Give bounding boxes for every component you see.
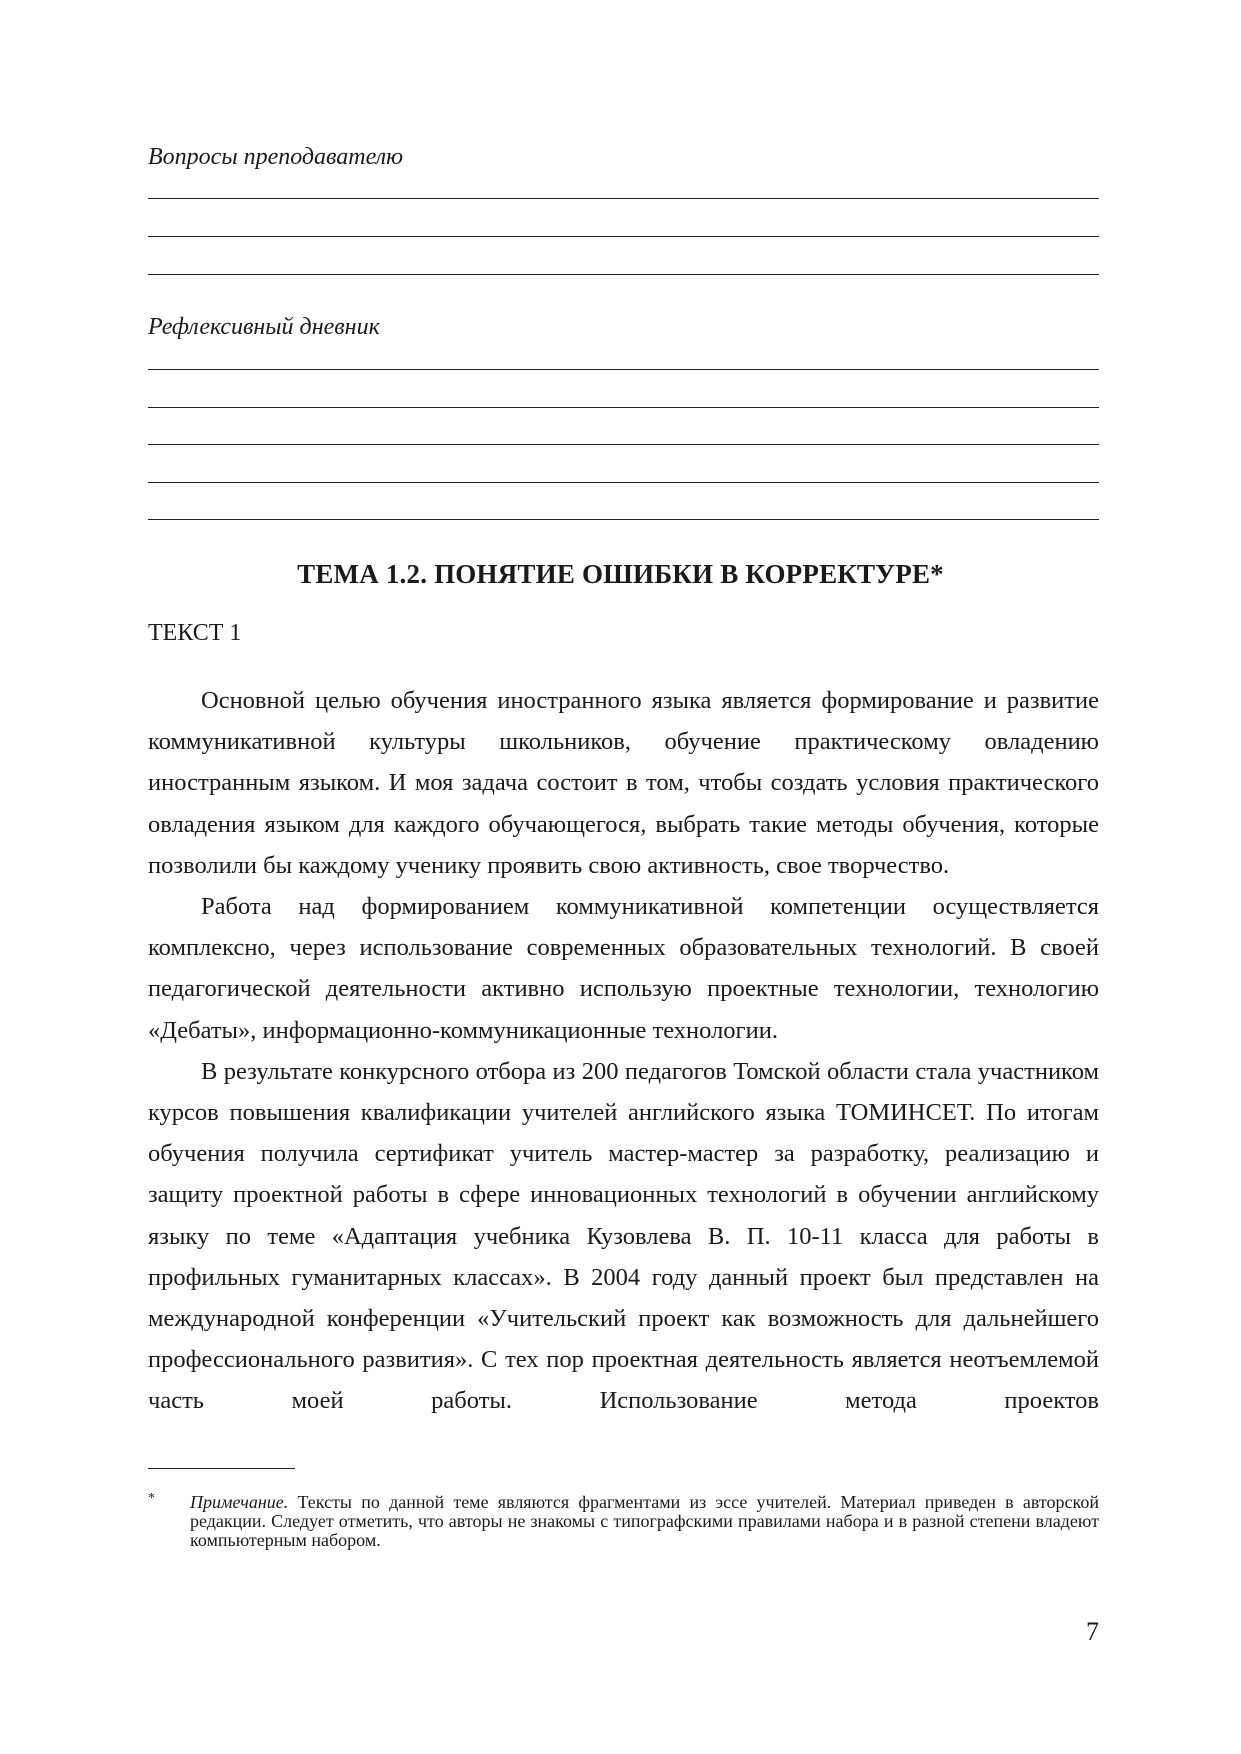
topic-heading: ТЕМА 1.2. ПОНЯТИЕ ОШИБКИ В КОРРЕКТУРЕ* [297, 559, 944, 589]
diary-line-3[interactable] [148, 444, 1099, 445]
questions-line-2[interactable] [148, 236, 1099, 237]
essay-body [148, 680, 1099, 1422]
diary-line-2[interactable] [148, 407, 1099, 408]
paragraph-3: В результате конкурсного отбора из 200 педагогов Томской области стала участником курсов повышения квалификации учителей английского языка ТОМИНСЕТ. По итогам обучения получила сертификат учитель мастер-мастер за разработку, реализацию и защиту проектной работы в сфере инновационных технологий в обучении английскому языку по теме «Адаптация учебника Кузовлева В. П. 10-11 класса для работы в профильных гуманитарных классах». В 2004 году данный проект был представлен на международной конференции «Учительский проект как возможность для дальнейшего профессионального развития». С тех пор проектная деятельность является неотъемлемой часть моей работы. Использование метода проектов [148, 1057, 1099, 1415]
diary-line-5[interactable] [148, 519, 1099, 520]
questions-line-1[interactable] [148, 198, 1099, 199]
footnote-text: Тексты по данной теме являются фрагментами из эссе учителей. Материал приведен в авторской редакции. Следует отметить, что авторы не знакомы с типографскими правилами набора и в разной степени владеют компьютерным набором. [190, 1492, 1100, 1550]
footnote-text-block [190, 1493, 1099, 1550]
diary-line-4[interactable] [148, 482, 1099, 483]
footnote-label: Примечание. [190, 1492, 289, 1512]
footnote-divider [148, 1468, 295, 1469]
paragraph-2: Работа над формированием коммуникативной компетенции осуществляется комплексно, через использование современных образовательных технологий. В своей педагогической деятельности активно использую проектные технологии, технологию «Дебаты», информационно-коммуникационные технологии. [148, 893, 1099, 1044]
footnote [148, 1493, 1099, 1550]
footnote-marker: * [148, 1491, 155, 1506]
questions-section-label: Вопросы преподавателю [148, 144, 404, 170]
page-number: 7 [1086, 1617, 1099, 1646]
diary-line-1[interactable] [148, 369, 1099, 370]
diary-section-label: Рефлексивный дневник [148, 314, 380, 340]
text-label: ТЕКСТ 1 [148, 620, 242, 646]
paragraph-1: Основной целью обучения иностранного языка является формирование и развитие коммуникативной культуры школьников, обучение практическому овладению иностранным языком. И моя задача состоит в том, чтобы создать условия практического овладения языком для каждого обучающегося, выбрать такие методы обучения, которые позволили бы каждому ученику проявить свою активность, свое творчество. [148, 687, 1099, 879]
questions-line-3[interactable] [148, 274, 1099, 275]
